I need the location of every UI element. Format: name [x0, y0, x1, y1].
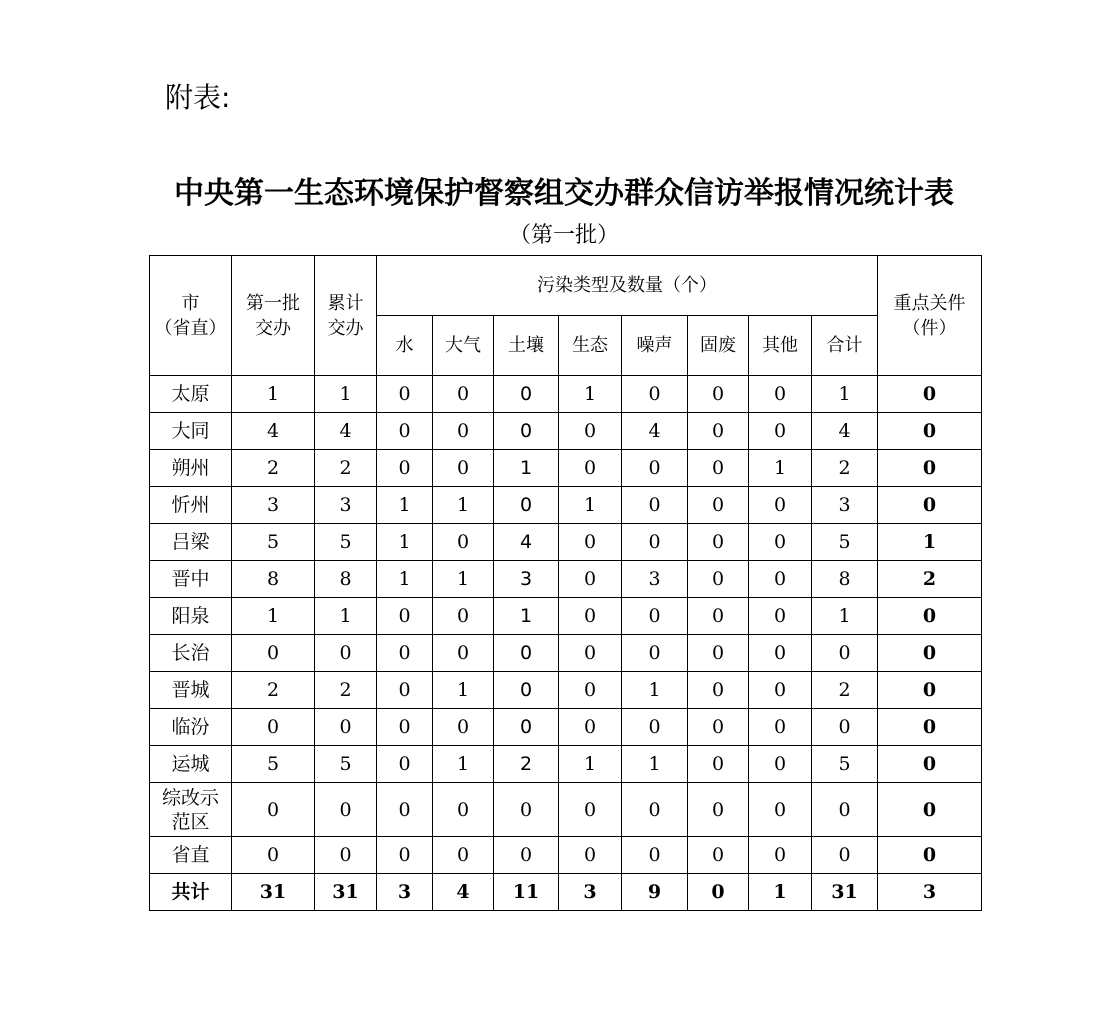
header-other: 其他: [749, 316, 812, 376]
table-cell: 0: [749, 635, 812, 672]
table-cell: 1: [749, 450, 812, 487]
table-cell: 0: [559, 783, 622, 837]
table-cell: 0: [377, 376, 433, 413]
table-cell: 0: [433, 376, 494, 413]
table-cell: 0: [878, 376, 982, 413]
table-cell: 2: [494, 746, 559, 783]
header-city: [150, 256, 232, 376]
table-row: [150, 837, 982, 874]
table-cell: 11: [494, 874, 559, 911]
table-cell: 3: [622, 561, 688, 598]
table-cell: 4: [433, 874, 494, 911]
table-body: [150, 376, 982, 911]
table-row: [150, 561, 982, 598]
city-name-line: 运城: [171, 753, 210, 775]
city-name: [150, 376, 232, 413]
table-row: [150, 487, 982, 524]
header-pollution-group: 污染类型及数量（个）: [377, 256, 878, 316]
table-cell: 0: [377, 598, 433, 635]
table-cell: 0: [494, 635, 559, 672]
table-cell: 0: [433, 598, 494, 635]
table-cell: 4: [494, 524, 559, 561]
city-name-line: 阳泉: [171, 605, 210, 627]
table-cell: 0: [559, 598, 622, 635]
table-cell: 1: [315, 376, 377, 413]
city-name-line: 朔州: [171, 457, 210, 479]
table-cell: 0: [688, 561, 749, 598]
city-name-line: 临汾: [171, 716, 210, 738]
table-cell: 2: [812, 672, 878, 709]
table-cell: 0: [433, 413, 494, 450]
table-row: [150, 524, 982, 561]
city-name: [150, 450, 232, 487]
table-cell: 2: [232, 672, 315, 709]
table-cell: 3: [878, 874, 982, 911]
table-cell: 0: [622, 598, 688, 635]
city-name-line: 长治: [171, 642, 210, 664]
table-cell: 1: [377, 524, 433, 561]
table-cell: 0: [749, 561, 812, 598]
table-cell: 0: [559, 837, 622, 874]
table-cell: 0: [622, 709, 688, 746]
table-row: [150, 450, 982, 487]
header-water: 水: [377, 316, 433, 376]
table-cell: 2: [315, 672, 377, 709]
table-cell: 4: [232, 413, 315, 450]
table-cell: 5: [232, 524, 315, 561]
statistics-table: [149, 255, 982, 911]
table-cell: 0: [688, 709, 749, 746]
table-cell: 0: [315, 783, 377, 837]
table-cell: 0: [494, 672, 559, 709]
city-name-line: 省直: [171, 844, 210, 866]
table-cell: 0: [559, 635, 622, 672]
table-cell: 0: [878, 450, 982, 487]
table-cell: 4: [622, 413, 688, 450]
total-row: [150, 874, 982, 911]
table-cell: 2: [232, 450, 315, 487]
table-cell: 0: [622, 783, 688, 837]
table-cell: 0: [559, 450, 622, 487]
table-cell: 0: [749, 413, 812, 450]
city-name: [150, 837, 232, 874]
table-cell: 0: [494, 709, 559, 746]
table-row: [150, 746, 982, 783]
table-cell: 1: [315, 598, 377, 635]
city-name: [150, 635, 232, 672]
header-key-cases: [878, 256, 982, 376]
header-key-line1: 重点关件: [893, 292, 966, 314]
header-batch: [232, 256, 315, 376]
table-cell: 0: [232, 837, 315, 874]
header-soil: 土壤: [494, 316, 559, 376]
table-cell: 0: [433, 635, 494, 672]
table-cell: 0: [878, 598, 982, 635]
header-subtotal: 合计: [812, 316, 878, 376]
city-name-line: 范区: [171, 810, 210, 833]
table-cell: 1: [433, 746, 494, 783]
table-cell: 0: [232, 783, 315, 837]
table-cell: 1: [559, 746, 622, 783]
table-cell: 0: [749, 598, 812, 635]
table-cell: 0: [622, 635, 688, 672]
table-cell: 2: [878, 561, 982, 598]
table-cell: 1: [878, 524, 982, 561]
table-cell: 2: [315, 450, 377, 487]
table-cell: 1: [812, 598, 878, 635]
table-cell: 0: [749, 709, 812, 746]
table-cell: 0: [812, 837, 878, 874]
table-cell: 0: [688, 672, 749, 709]
table-cell: 3: [559, 874, 622, 911]
table-cell: 0: [878, 837, 982, 874]
table-cell: 8: [232, 561, 315, 598]
table-cell: 0: [812, 783, 878, 837]
table-cell: 0: [688, 783, 749, 837]
table-cell: 0: [878, 672, 982, 709]
header-ecology: 生态: [559, 316, 622, 376]
table-cell: 0: [878, 709, 982, 746]
table-row: [150, 376, 982, 413]
table-cell: 0: [622, 837, 688, 874]
appendix-label: 附表:: [165, 81, 231, 114]
table-cell: 0: [688, 413, 749, 450]
table-cell: 31: [315, 874, 377, 911]
table-cell: 31: [812, 874, 878, 911]
header-city-line1: 市: [181, 292, 200, 314]
table-cell: 0: [377, 783, 433, 837]
table-cell: 0: [688, 874, 749, 911]
table-cell: 0: [494, 837, 559, 874]
table-cell: 0: [622, 450, 688, 487]
table-cell: 3: [377, 874, 433, 911]
table-cell: 0: [878, 413, 982, 450]
table-cell: 1: [559, 376, 622, 413]
table-cell: 9: [622, 874, 688, 911]
table-cell: 0: [377, 837, 433, 874]
table-cell: 0: [749, 524, 812, 561]
table-cell: 0: [688, 524, 749, 561]
table-cell: 0: [433, 783, 494, 837]
table-cell: 3: [494, 561, 559, 598]
table-cell: 0: [377, 746, 433, 783]
table-row: [150, 598, 982, 635]
table-cell: 31: [232, 874, 315, 911]
table-cell: 0: [559, 561, 622, 598]
table-cell: 0: [878, 635, 982, 672]
table-cell: 0: [749, 837, 812, 874]
table-cell: 0: [688, 450, 749, 487]
table-cell: 0: [559, 413, 622, 450]
table-cell: 0: [559, 672, 622, 709]
table-cell: 0: [377, 413, 433, 450]
table-row: [150, 672, 982, 709]
table-cell: 1: [812, 376, 878, 413]
table-cell: 5: [315, 746, 377, 783]
city-name-line: 大同: [171, 420, 210, 442]
table-cell: 1: [622, 746, 688, 783]
table-cell: 8: [315, 561, 377, 598]
table-cell: 1: [377, 561, 433, 598]
table-cell: 5: [232, 746, 315, 783]
table-cell: 0: [688, 376, 749, 413]
city-name: [150, 598, 232, 635]
header-cumulative-line2: 交办: [327, 317, 364, 339]
table-cell: 0: [232, 709, 315, 746]
table-cell: 0: [377, 709, 433, 746]
table-cell: 0: [749, 487, 812, 524]
header-batch-line1: 第一批: [246, 292, 300, 314]
header-solid-waste: 固废: [688, 316, 749, 376]
table-cell: 1: [433, 487, 494, 524]
table-cell: 0: [315, 837, 377, 874]
city-name-line: 太原: [171, 383, 210, 405]
table-cell: 0: [878, 746, 982, 783]
header-key-line2: （件）: [902, 317, 957, 339]
table-cell: 8: [812, 561, 878, 598]
table-cell: 0: [622, 524, 688, 561]
table-cell: 1: [232, 376, 315, 413]
table-cell: 0: [559, 709, 622, 746]
table-cell: 0: [494, 783, 559, 837]
table-cell: 2: [812, 450, 878, 487]
table-cell: 0: [433, 837, 494, 874]
table-cell: 0: [494, 376, 559, 413]
city-name: [150, 413, 232, 450]
table-cell: 0: [688, 746, 749, 783]
table-cell: 5: [812, 746, 878, 783]
header-noise: 噪声: [622, 316, 688, 376]
city-name: [150, 524, 232, 561]
header-city-line2: （省直）: [154, 317, 227, 339]
city-name-line: 晋城: [171, 679, 210, 701]
total-label: 共计: [150, 874, 232, 911]
table-cell: 0: [812, 709, 878, 746]
header-cumulative-line1: 累计: [327, 292, 364, 314]
header-batch-line2: 交办: [255, 317, 291, 339]
table-cell: 3: [812, 487, 878, 524]
table-cell: 0: [315, 709, 377, 746]
table-cell: 0: [878, 487, 982, 524]
city-name-line: 综改示: [161, 786, 219, 809]
table-cell: 0: [688, 487, 749, 524]
table-cell: 0: [688, 837, 749, 874]
table-cell: 1: [494, 450, 559, 487]
table-cell: 3: [232, 487, 315, 524]
table-cell: 0: [433, 450, 494, 487]
table-cell: 1: [494, 598, 559, 635]
city-name: [150, 672, 232, 709]
table-cell: 0: [812, 635, 878, 672]
table-cell: 0: [749, 746, 812, 783]
table-cell: 5: [315, 524, 377, 561]
table-cell: 0: [622, 376, 688, 413]
table-cell: 5: [812, 524, 878, 561]
table-cell: 1: [433, 672, 494, 709]
table-cell: 0: [232, 635, 315, 672]
table-cell: 1: [232, 598, 315, 635]
table-cell: 0: [878, 783, 982, 837]
table-cell: 1: [559, 487, 622, 524]
table-cell: 0: [494, 487, 559, 524]
table-cell: 0: [749, 376, 812, 413]
header-row: [150, 256, 982, 316]
table-cell: 1: [749, 874, 812, 911]
city-name-line: 晋中: [171, 568, 210, 590]
header-cumulative: [315, 256, 377, 376]
city-name-line: 忻州: [171, 494, 210, 516]
city-name: [150, 783, 232, 837]
header-air: 大气: [433, 316, 494, 376]
table-cell: 0: [622, 487, 688, 524]
table-cell: 4: [812, 413, 878, 450]
document-title: 中央第一生态环境保护督察组交办群众信访举报情况统计表: [174, 176, 954, 211]
table-cell: 0: [433, 709, 494, 746]
table-cell: 0: [315, 635, 377, 672]
table-row: [150, 783, 982, 837]
table-cell: 0: [494, 413, 559, 450]
table-cell: 0: [688, 598, 749, 635]
city-name-line: 吕梁: [171, 531, 210, 553]
table-cell: 1: [622, 672, 688, 709]
table-cell: 0: [433, 524, 494, 561]
table-row: [150, 709, 982, 746]
table-row: [150, 413, 982, 450]
city-name: [150, 709, 232, 746]
table-cell: 1: [433, 561, 494, 598]
table-row: [150, 635, 982, 672]
city-name: [150, 561, 232, 598]
table-cell: 1: [377, 487, 433, 524]
table-cell: 0: [688, 635, 749, 672]
table-cell: 0: [377, 672, 433, 709]
table-cell: 0: [377, 450, 433, 487]
city-name: [150, 746, 232, 783]
table-cell: 0: [749, 672, 812, 709]
city-name: [150, 487, 232, 524]
table-cell: 3: [315, 487, 377, 524]
document-subtitle: （第一批）: [508, 223, 619, 248]
table-cell: 4: [315, 413, 377, 450]
table-cell: 0: [559, 524, 622, 561]
table-cell: 0: [377, 635, 433, 672]
table-cell: 0: [749, 783, 812, 837]
